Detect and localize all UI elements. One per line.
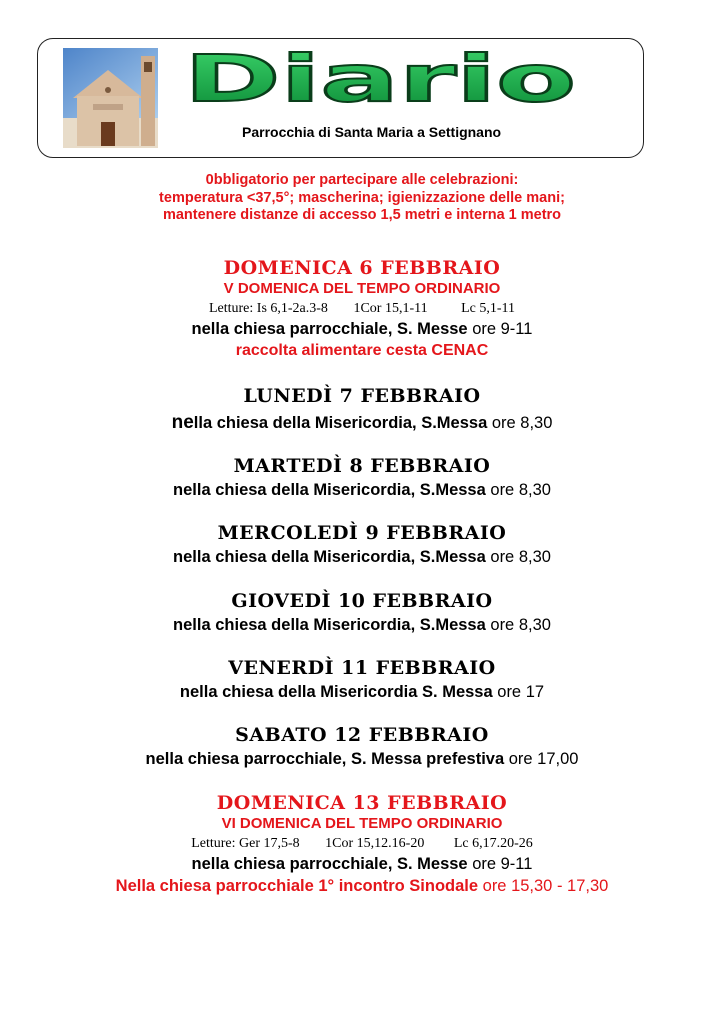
mass-place: nella chiesa parrocchiale, S. Messe [191, 855, 468, 873]
mass-place: lla chiesa della Misericordia, S.Messa [193, 414, 488, 432]
mass-time: ore 17 [497, 683, 545, 701]
covid-notice [0, 172, 724, 225]
reading-1: Letture: Is 6,1-2a.3-8 [208, 301, 328, 316]
synod-line [0, 876, 724, 897]
mass-line [0, 480, 724, 501]
mass-lead: ne [171, 412, 194, 433]
day-title: MARTEDÌ 8 FEBBRAIO [233, 455, 491, 477]
mass-line [0, 682, 724, 703]
mass-time: ore 8,30 [490, 616, 551, 634]
reading-2: 1Cor 15,1-11 [353, 301, 428, 316]
notice-line-3: mantenere distanze di accesso 1,5 metri e interna 1 metro [162, 207, 562, 223]
diario-title [180, 44, 580, 114]
mass-place: nella chiesa della Misericordia S. Messa [179, 683, 493, 701]
liturgy-title: V DOMENICA DEL TEMPO ORDINARIO [223, 280, 501, 297]
mass-time: ore 8,30 [490, 548, 551, 566]
mass-line [0, 412, 724, 434]
notice-line-1: 0bbligatorio per partecipare alle celebrazioni: [205, 172, 519, 188]
mass-time: ore 9-11 [472, 855, 533, 873]
synod-meeting: Nella chiesa parrocchiale 1° incontro Sinodale [115, 877, 479, 895]
day-section-5 [0, 590, 724, 636]
mass-place: nella chiesa della Misericordia, S.Messa [173, 481, 486, 499]
mass-line [0, 547, 724, 568]
food-collection: raccolta alimentare cesta CENAC [235, 342, 489, 359]
notice-line-2: temperatura <37,5°; mascherina; igienizzazione delle mani; [159, 189, 565, 206]
mass-place: nella chiesa della Misericordia, S.Messa [173, 616, 486, 634]
mass-line [0, 319, 724, 340]
day-title: MERCOLEDÌ 9 FEBBRAIO [217, 522, 507, 544]
mass-line [0, 615, 724, 636]
day-title: DOMENICA 6 FEBBRAIO [223, 257, 501, 279]
day-title: LUNEDÌ 7 FEBBRAIO [243, 385, 481, 407]
mass-line [0, 749, 724, 770]
mass-time: ore 8,30 [490, 481, 551, 499]
reading-2: 1Cor 15,12.16-20 [325, 836, 425, 851]
reading-3: Lc 6,17.20-26 [453, 836, 533, 851]
mass-line [0, 854, 724, 875]
synod-time: ore 15,30 - 17,30 [482, 877, 609, 895]
mass-place: nella chiesa della Misericordia, S.Messa [173, 548, 486, 566]
mass-time: ore 8,30 [491, 414, 553, 432]
mass-place: nella chiesa parrocchiale, S. Messa prefestiva [145, 750, 505, 768]
svg-text:Diario: Diario [184, 44, 576, 114]
day-section-8 [0, 792, 724, 897]
day-title: SABATO 12 FEBBRAIO [235, 724, 489, 746]
mass-place: nella chiesa parrocchiale, S. Messe [191, 320, 468, 338]
readings [0, 300, 724, 317]
day-title: DOMENICA 13 FEBBRAIO [216, 792, 508, 814]
day-section-7 [0, 724, 724, 770]
day-section-3 [0, 455, 724, 501]
day-section-2 [0, 385, 724, 434]
church-illustration [63, 48, 158, 148]
day-title: VENERDÌ 11 FEBBRAIO [228, 657, 496, 679]
mass-time: ore 9-11 [472, 320, 533, 338]
day-section-1 [0, 257, 724, 360]
parish-name: Parrocchia di Santa Maria a Settignano [242, 124, 502, 140]
liturgy-title: VI DOMENICA DEL TEMPO ORDINARIO [221, 815, 503, 832]
day-section-6 [0, 657, 724, 703]
day-section-4 [0, 522, 724, 568]
reading-3: Lc 5,1-11 [461, 301, 516, 316]
mass-time: ore 17,00 [508, 750, 579, 768]
readings [0, 835, 724, 852]
reading-1: Letture: Ger 17,5-8 [191, 836, 300, 851]
day-title: GIOVEDÌ 10 FEBBRAIO [231, 590, 493, 612]
